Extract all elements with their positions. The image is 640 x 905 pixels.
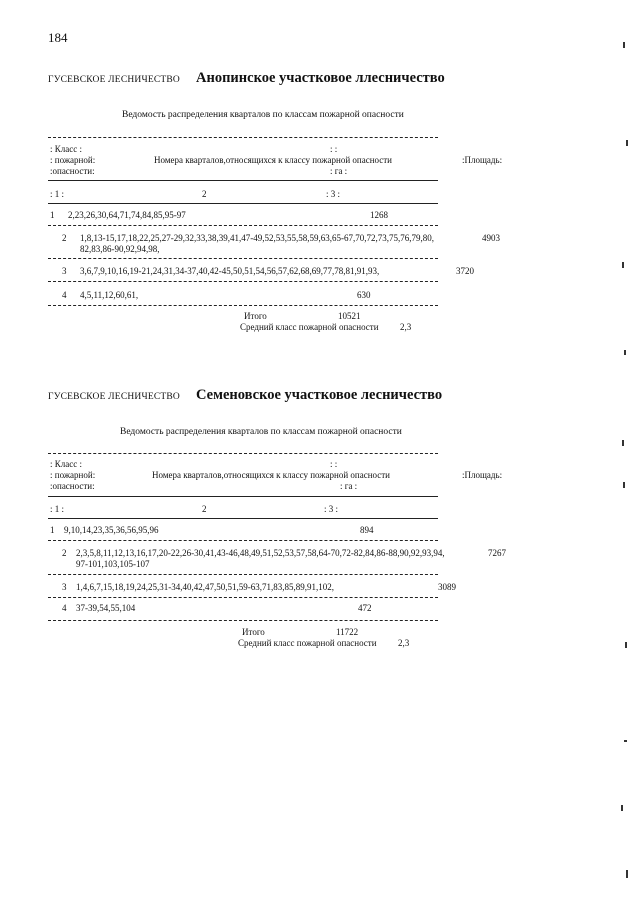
row-quarters: 2,3,5,8,11,12,13,16,17,20-22,26-30,41,43-46,48,49,51,52,53,57,58,64-70,72-82,84,86-88,90,92,93,94, — [76, 548, 445, 558]
row-area: 7267 — [488, 548, 506, 558]
row-quarters: 3,6,7,9,10,16,19-21,24,31,34-37,40,42-45,50,51,54,56,57,62,68,69,77,78,81,91,93, — [80, 266, 380, 276]
district-title: Анопинское участковое ллесничество — [196, 70, 445, 86]
row-class: 1 — [50, 210, 55, 220]
scan-speck — [626, 140, 628, 146]
average-class-value: 2,3 — [400, 322, 412, 332]
row-quarters: 1,4,6,7,15,18,19,24,25,31-34,40,42,47,50,51,59-63,71,83,85,89,91,102, — [76, 582, 334, 592]
header-danger: :опасности: — [50, 166, 95, 176]
table-rule — [48, 180, 438, 181]
total-value: 11722 — [336, 627, 359, 637]
scan-speck — [621, 805, 623, 811]
header-fire: : пожарной: — [50, 470, 96, 480]
row-area: 472 — [358, 603, 372, 613]
statement-title: Ведомость распределения кварталов по классам пожарной опасности — [122, 110, 404, 120]
row-area: 3089 — [438, 582, 456, 592]
header-quarters: Номера кварталов,относящихся к классу пожарной опасности — [152, 470, 390, 480]
table-rule — [48, 137, 438, 138]
header-area: :Площадь: — [462, 155, 503, 165]
row-class: 3 — [62, 582, 67, 592]
forestry-name: ГУСЕВСКОЕ ЛЕСНИЧЕСТВО — [48, 392, 180, 402]
column-number-1: : 1 : — [50, 504, 65, 514]
column-number-3: : 3 : — [326, 189, 341, 199]
header-class: : Класс : — [50, 144, 82, 154]
row-rule — [48, 620, 438, 621]
row-rule — [48, 305, 438, 306]
total-label: Итого — [242, 627, 265, 637]
row-class: 4 — [62, 603, 67, 613]
row-area: 1268 — [370, 210, 388, 220]
row-area: 894 — [360, 525, 374, 535]
total-value: 10521 — [338, 311, 361, 321]
scan-speck — [622, 440, 624, 446]
scan-speck — [623, 42, 625, 48]
row-area: 630 — [357, 290, 371, 300]
scan-speck — [625, 642, 627, 648]
row-class: 1 — [50, 525, 55, 535]
header-unit: : га : — [340, 481, 358, 491]
header-class: : Класс : — [50, 459, 82, 469]
row-quarters: 1,8,13-15,17,18,22,25,27-29,32,33,38,39,41,47-49,52,53,55,58,59,63,65-67,70,72,73,75,76,79,80, — [80, 233, 434, 243]
header-quarters: Номера кварталов,относящихся к классу пожарной опасности — [154, 155, 392, 165]
row-class: 2 — [62, 548, 67, 558]
row-quarters-cont: 97-101,103,105-107 — [76, 559, 150, 569]
header-sep: : : — [330, 459, 338, 469]
column-number-3: : 3 : — [324, 504, 339, 514]
row-quarters: 4,5,11,12,60,61, — [80, 290, 139, 300]
row-quarters: 9,10,14,23,35,36,56,95,96 — [64, 525, 159, 535]
row-class: 3 — [62, 266, 67, 276]
total-label: Итого — [244, 311, 267, 321]
row-rule — [48, 281, 438, 282]
table-rule — [48, 453, 438, 454]
row-quarters: 37-39,54,55,104 — [76, 603, 136, 613]
table-rule — [48, 518, 438, 519]
header-area: :Площадь: — [462, 470, 503, 480]
column-number-1: : 1 : — [50, 189, 65, 199]
header-danger: :опасности: — [50, 481, 95, 491]
district-title: Семеновское участковое лесничество — [196, 387, 443, 403]
header-unit: : га : — [330, 166, 348, 176]
table-rule — [48, 496, 438, 497]
scan-speck — [626, 870, 628, 878]
scan-speck — [622, 262, 624, 268]
row-rule — [48, 574, 438, 575]
row-quarters-cont: 82,83,86-90,92,94,98, — [80, 244, 160, 254]
table-rule — [48, 203, 438, 204]
row-rule — [48, 597, 438, 598]
average-class-label: Средний класс пожарной опасности — [240, 322, 379, 332]
header-sep: : : — [330, 144, 338, 154]
column-number-2: 2 — [202, 189, 207, 199]
scan-speck — [623, 482, 625, 488]
row-quarters: 2,23,26,30,64,71,74,84,85,95-97 — [68, 210, 186, 220]
row-rule — [48, 258, 438, 259]
page-number: 184 — [48, 30, 68, 45]
average-class-value: 2,3 — [398, 638, 410, 648]
scan-speck — [624, 350, 626, 355]
forestry-name: ГУСЕВСКОЕ ЛЕСНИЧЕСТВО — [48, 75, 180, 85]
scan-speck — [624, 740, 627, 742]
row-rule — [48, 225, 438, 226]
row-class: 2 — [62, 233, 67, 243]
statement-title: Ведомость распределения кварталов по классам пожарной опасности — [120, 427, 402, 437]
row-class: 4 — [62, 290, 67, 300]
header-fire: : пожарной: — [50, 155, 96, 165]
row-area: 3720 — [456, 266, 474, 276]
row-rule — [48, 540, 438, 541]
row-area: 4903 — [482, 233, 500, 243]
column-number-2: 2 — [202, 504, 207, 514]
average-class-label: Средний класс пожарной опасности — [238, 638, 377, 648]
